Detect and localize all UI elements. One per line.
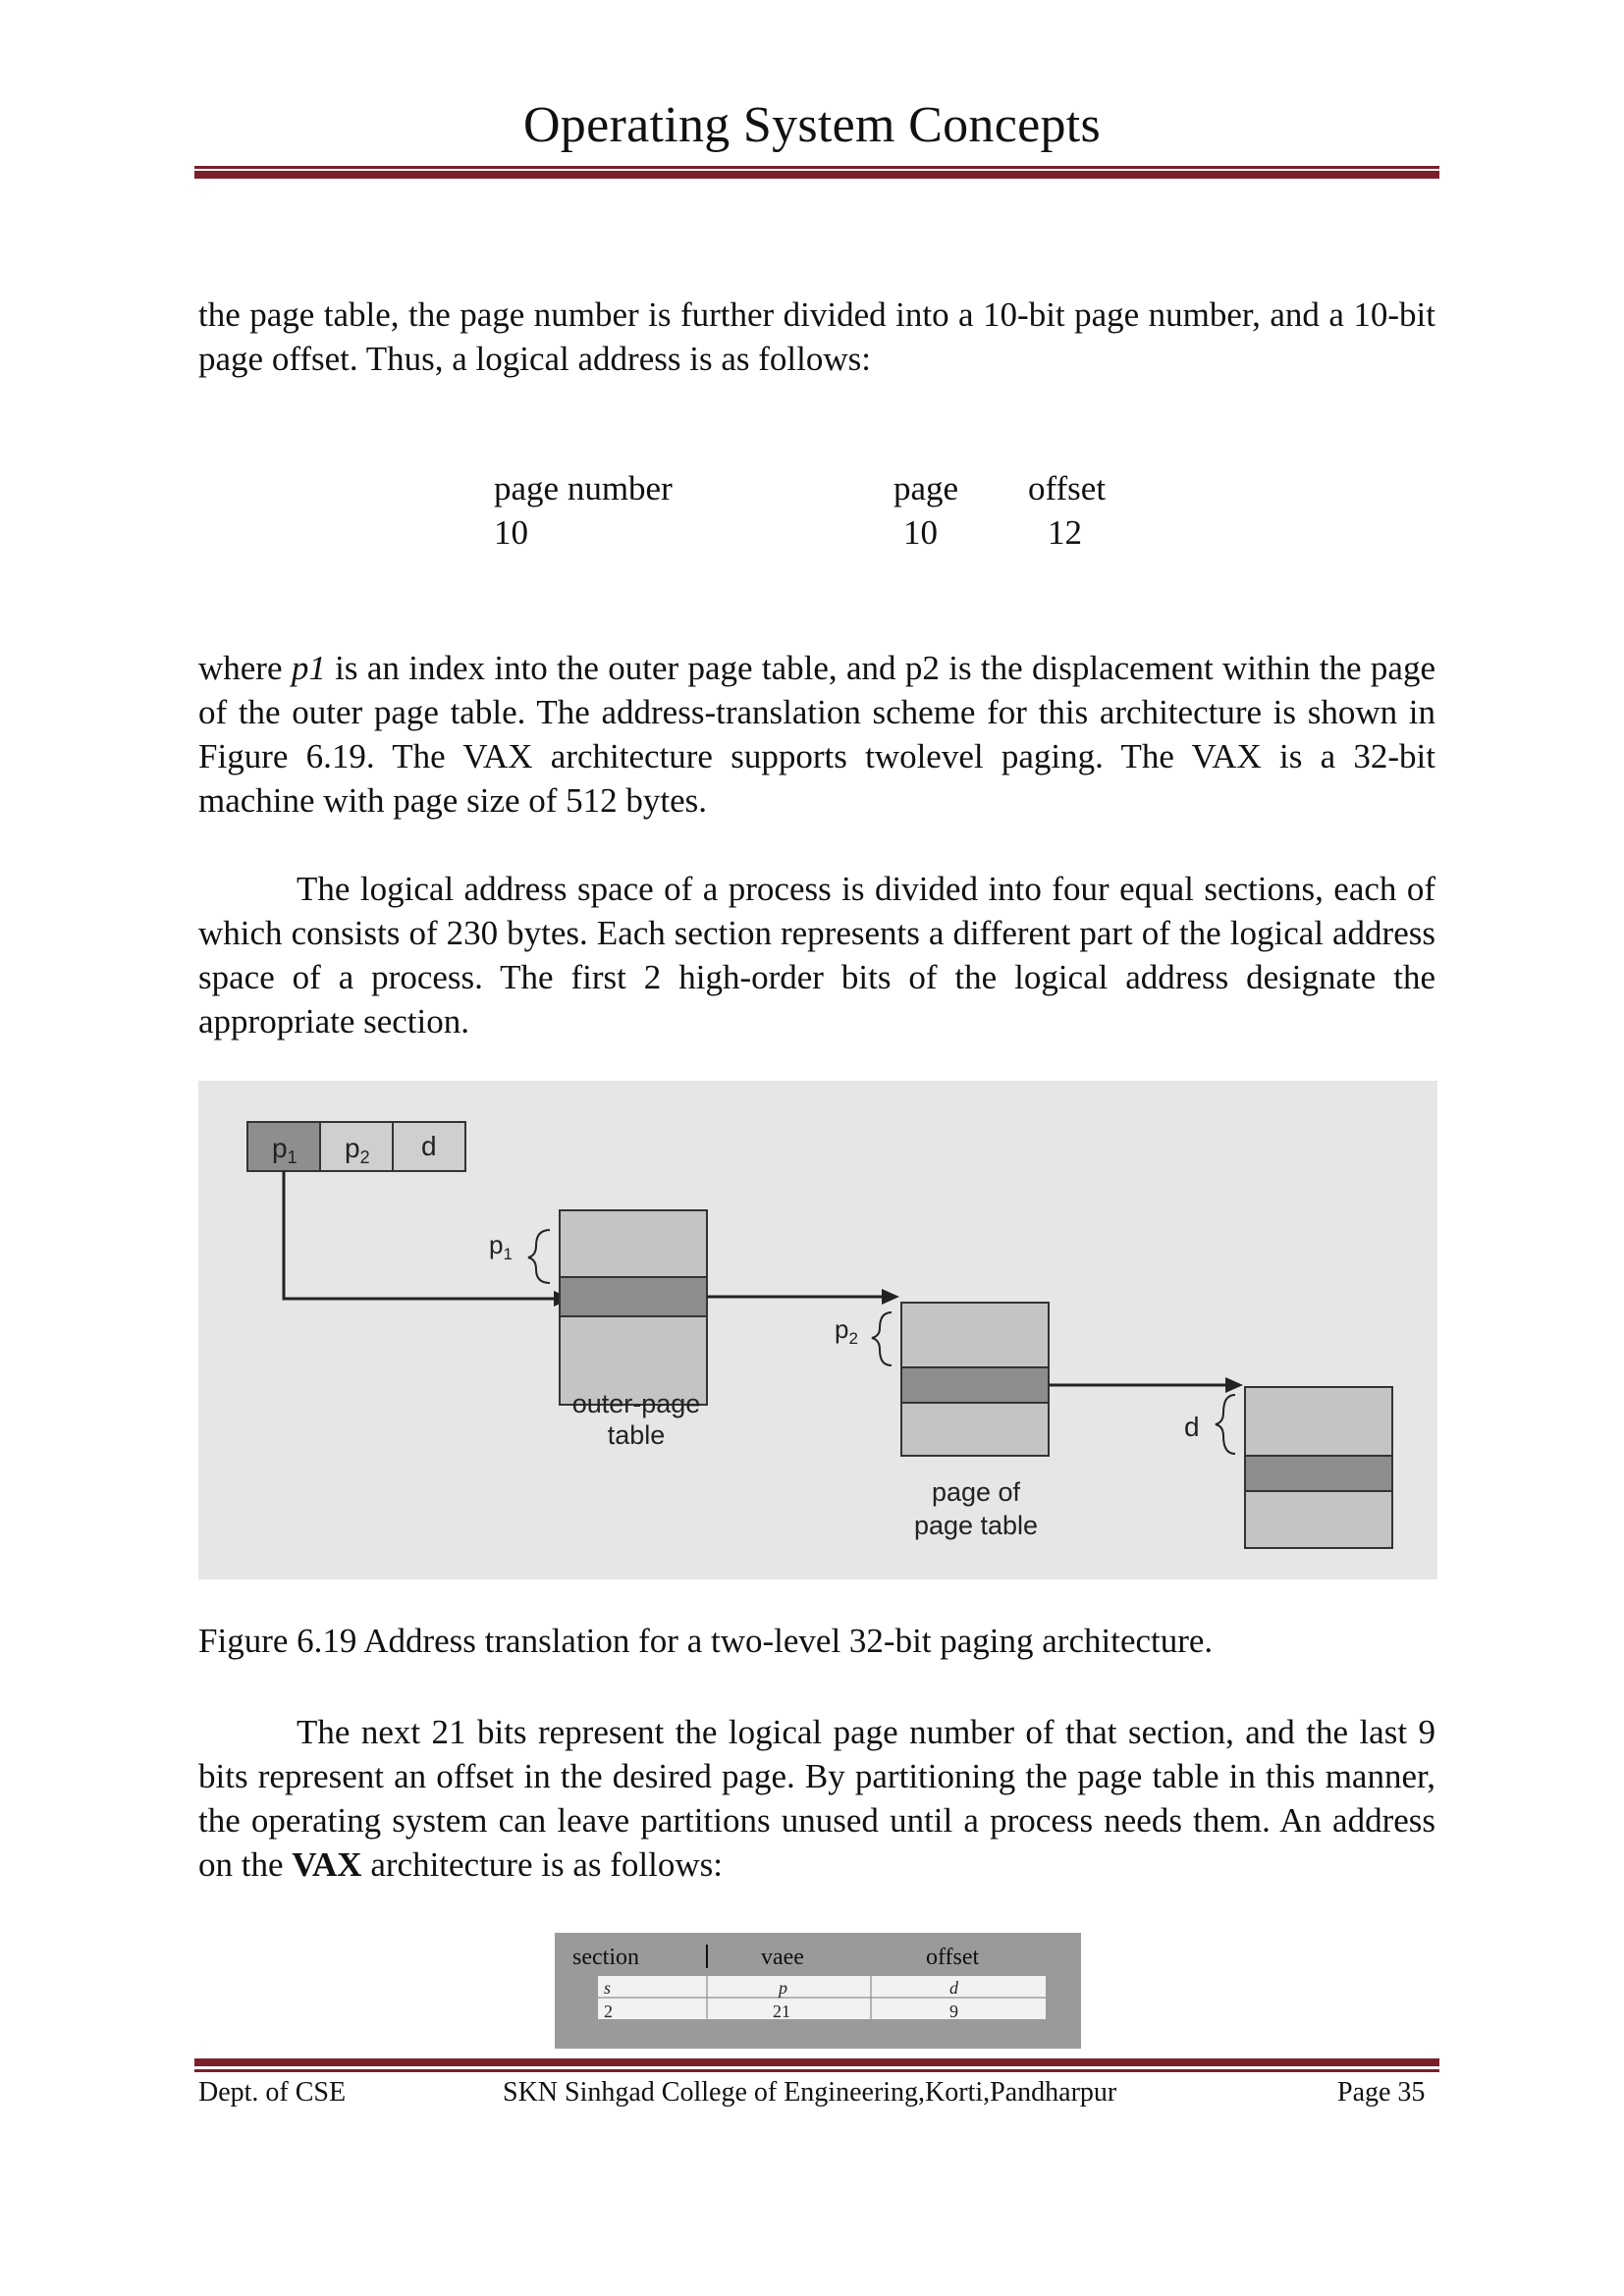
- footer-college: SKN Sinhgad College of Engineering,Korti,Pandharpur: [503, 2077, 1117, 2108]
- label-page-number: page number: [494, 469, 673, 507]
- page-of-page-table: [901, 1303, 1049, 1456]
- vax-header-section: section: [572, 1945, 639, 1970]
- paragraph-logical-space: [198, 867, 1435, 1043]
- outer-page-table-label-2: table: [607, 1420, 666, 1450]
- vax-header-vaee: vaee: [761, 1945, 804, 1970]
- footer-rule-thin: [194, 2069, 1439, 2072]
- desired-page: [1245, 1387, 1392, 1548]
- bits-page-number: 10: [494, 513, 528, 552]
- page-header-title: Operating System Concepts: [522, 97, 1102, 153]
- label-p2-sub: 2: [848, 1329, 858, 1348]
- paragraph-where: [198, 646, 1435, 823]
- footer-department: Dept. of CSE: [198, 2077, 347, 2108]
- label-offset: offset: [1028, 469, 1107, 507]
- label-p1-letter: p: [489, 1230, 504, 1259]
- page-of-page-table-label-2: page table: [913, 1511, 1039, 1540]
- svg-text:p2: [835, 1314, 858, 1348]
- vax-row-symbol-s: s: [604, 1978, 612, 1998]
- paragraph-intro-text: the page table, the page number is further divided into a 10-bit page number, and a 10-bit page offset. Thus, a logical address is as follows:: [198, 295, 1435, 378]
- paragraph-logical-space-text: The logical address space of a process is divided into four equal sections, each of which consists of 230 bytes. Each section represents a different part of the logical address space of a process. The first 2 high-order bits of the logical address designate the appropriate section.: [198, 870, 1435, 1041]
- page-of-page-table-label-1: page of: [931, 1477, 1021, 1507]
- vax-address-table: [555, 1933, 1081, 2049]
- vax-row-bits-page: 21: [773, 2002, 790, 2021]
- vax-row-bits-offset: 9: [949, 2002, 958, 2021]
- vax-header-offset: offset: [926, 1945, 980, 1970]
- paragraph-vax-bits-text: The next 21 bits represent the logical page number of that section, and the last 9 bits represent an offset in the desired page. By partitioning the page table in this manner, the operating system can leave partitions unused until a process needs them. An address on the VAX architecture is as follows:: [198, 1713, 1435, 1884]
- box-p2-sub: 2: [359, 1148, 370, 1167]
- header-rule-thin: [194, 166, 1439, 169]
- paragraph-intro: [198, 293, 1435, 381]
- figure-address-translation: [198, 1081, 1437, 1579]
- paragraph-where-text: where p1 is an index into the outer page table, and p2 is the displacement within the page of the outer page table. The address-translation scheme for this architecture is shown in Figure 6.19. The VAX architecture supports twolevel paging. The VAX is a 32-bit machine with page size of 512 bytes.: [198, 649, 1435, 820]
- header-rule-thick: [194, 171, 1439, 179]
- label-p1-sub: 1: [503, 1245, 513, 1263]
- box-p2-letter: p: [345, 1133, 360, 1163]
- vax-term: VAX: [292, 1845, 362, 1884]
- footer-page-number: Page 35: [1337, 2077, 1426, 2108]
- paragraph-vax-bits: [198, 1710, 1435, 1887]
- vax-row-symbol-d: d: [949, 1978, 958, 1998]
- box-p1-sub: 1: [287, 1148, 298, 1167]
- svg-text:p1: [489, 1230, 513, 1263]
- outer-page-table-label-1: outer-page: [571, 1389, 701, 1418]
- label-d-offset: d: [1184, 1412, 1200, 1442]
- logical-address-boxes: [247, 1122, 465, 1171]
- p1-term: p1: [291, 649, 326, 687]
- bits-offset: 12: [1048, 513, 1082, 552]
- bits-page: 10: [903, 513, 938, 552]
- box-p1-letter: p: [272, 1133, 288, 1163]
- box-d-label: d: [421, 1131, 437, 1161]
- label-page: page: [893, 469, 959, 507]
- footer-rule-thick: [194, 2058, 1439, 2066]
- figure-caption: Figure 6.19 Address translation for a two-level 32-bit paging architecture.: [198, 1622, 1214, 1660]
- vax-row-bits-section: 2: [604, 2002, 613, 2021]
- vax-row-symbol-p: p: [779, 1978, 787, 1998]
- label-p2-letter: p: [835, 1314, 849, 1344]
- outer-page-table: [560, 1210, 707, 1405]
